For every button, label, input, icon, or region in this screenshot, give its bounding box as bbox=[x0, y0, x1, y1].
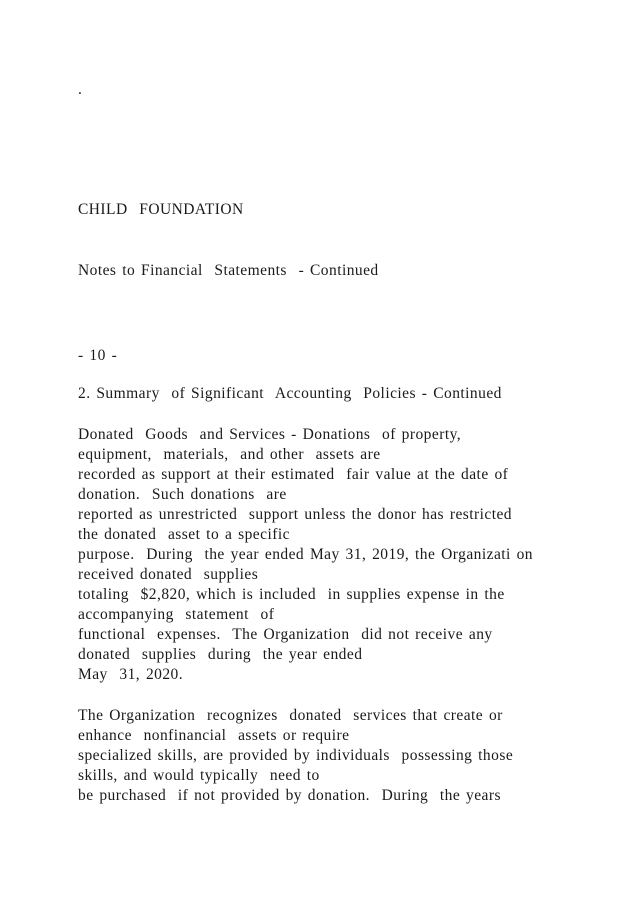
paragraph-line: The Organization recognizes donated services that create or bbox=[78, 707, 503, 724]
page-number: - 10 - bbox=[78, 347, 118, 364]
section-heading: 2. Summary of Significant Accounting Policies - Continued bbox=[78, 385, 502, 402]
organization-name: CHILD FOUNDATION bbox=[78, 201, 244, 218]
paragraph-line: enhance nonfinancial assets or require bbox=[78, 727, 350, 744]
paragraph-line: donated supplies during the year ended bbox=[78, 646, 363, 663]
paragraph-line: recorded as support at their estimated fair value at the date of bbox=[78, 466, 509, 483]
paragraph-line: Donated Goods and Services - Donations of property, bbox=[78, 426, 462, 443]
paragraph-line: totaling $2,820, which is included in supplies expense in the bbox=[78, 586, 505, 603]
paragraph-line: reported as unrestricted support unless the donor has restricted bbox=[78, 506, 513, 523]
paragraph-line: be purchased if not provided by donation. During the years bbox=[78, 787, 501, 804]
paragraph-line: specialized skills, are provided by individuals possessing those bbox=[78, 747, 514, 764]
paragraph-line: the donated asset to a specific bbox=[78, 526, 290, 543]
paragraph-line: skills, and would typically need to bbox=[78, 767, 320, 784]
paragraph-line: accompanying statement of bbox=[78, 606, 275, 623]
document-subtitle: Notes to Financial Statements - Continued bbox=[78, 262, 379, 279]
paragraph-line: functional expenses. The Organization did not receive any bbox=[78, 626, 493, 643]
paragraph-line: received donated supplies bbox=[78, 566, 259, 583]
leading-dot: . bbox=[78, 81, 83, 98]
paragraph-line: equipment, materials, and other assets are bbox=[78, 446, 381, 463]
paragraph-line: May 31, 2020. bbox=[78, 666, 184, 683]
paragraph-line: donation. Such donations are bbox=[78, 486, 287, 503]
paragraph-line: purpose. During the year ended May 31, 2019, the Organizati on bbox=[78, 546, 534, 563]
